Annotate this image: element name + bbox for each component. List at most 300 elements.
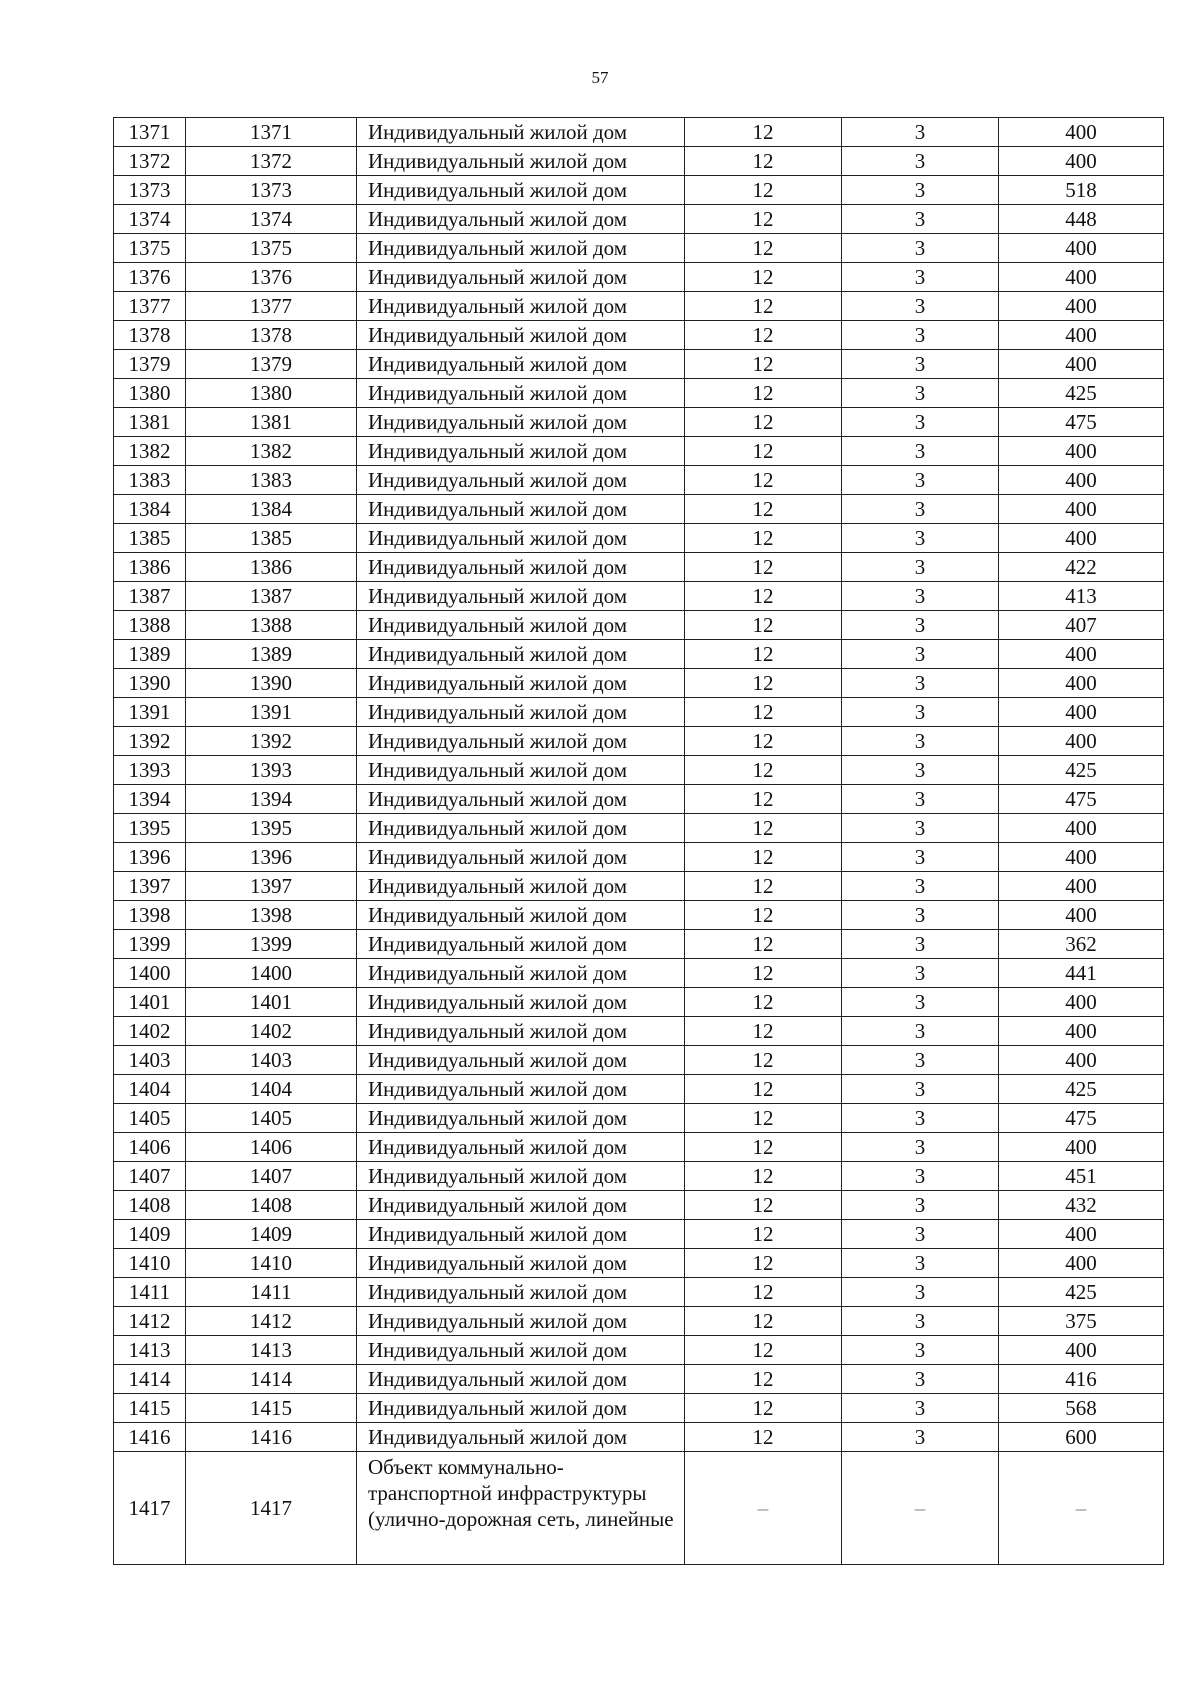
cell-row-number: 1404 <box>114 1075 186 1104</box>
cell-height: 12 <box>685 350 842 379</box>
cell-object-type: Индивидуальный жилой дом <box>357 988 685 1017</box>
cell-plot-number: 1406 <box>186 1133 357 1162</box>
cell-height: 12 <box>685 1046 842 1075</box>
cell-floors: 3 <box>842 234 999 263</box>
cell-plot-number: 1402 <box>186 1017 357 1046</box>
table-row <box>114 814 1164 843</box>
cell-floors: 3 <box>842 1017 999 1046</box>
table-row <box>114 437 1164 466</box>
cell-area: 400 <box>999 1017 1164 1046</box>
table-row <box>114 524 1164 553</box>
cell-floors: 3 <box>842 756 999 785</box>
table-row <box>114 263 1164 292</box>
cell-row-number: 1393 <box>114 756 186 785</box>
cell-plot-number: 1377 <box>186 292 357 321</box>
cell-object-type: Индивидуальный жилой дом <box>357 1104 685 1133</box>
table-row <box>114 611 1164 640</box>
cell-object-type: Индивидуальный жилой дом <box>357 147 685 176</box>
cell-row-number: 1390 <box>114 669 186 698</box>
cell-area: 400 <box>999 437 1164 466</box>
cell-plot-number: 1397 <box>186 872 357 901</box>
cell-plot-number: 1413 <box>186 1336 357 1365</box>
cell-row-number: 1397 <box>114 872 186 901</box>
cell-row-number: 1405 <box>114 1104 186 1133</box>
table-row <box>114 495 1164 524</box>
cell-floors: 3 <box>842 727 999 756</box>
cell-floors: 3 <box>842 698 999 727</box>
cell-area: 400 <box>999 466 1164 495</box>
cell-floors: 3 <box>842 1075 999 1104</box>
cell-area: 422 <box>999 553 1164 582</box>
cell-row-number: 1391 <box>114 698 186 727</box>
cell-area: 400 <box>999 1249 1164 1278</box>
cell-area: 400 <box>999 1046 1164 1075</box>
cell-height: 12 <box>685 988 842 1017</box>
cell-object-type: Индивидуальный жилой дом <box>357 1423 685 1452</box>
cell-height: 12 <box>685 698 842 727</box>
cell-plot-number: 1411 <box>186 1278 357 1307</box>
cell-row-number: 1401 <box>114 988 186 1017</box>
cell-object-type: Индивидуальный жилой дом <box>357 118 685 147</box>
cell-height: 12 <box>685 466 842 495</box>
cell-height: 12 <box>685 582 842 611</box>
cell-object-type: Индивидуальный жилой дом <box>357 495 685 524</box>
cell-row-number: 1403 <box>114 1046 186 1075</box>
cell-object-type: Индивидуальный жилой дом <box>357 1249 685 1278</box>
cell-area: 400 <box>999 147 1164 176</box>
cell-row-number: 1414 <box>114 1365 186 1394</box>
page-number: 57 <box>591 68 609 87</box>
cell-floors: 3 <box>842 466 999 495</box>
table-row <box>114 1336 1164 1365</box>
land-plots-table <box>113 117 1164 1565</box>
table-row <box>114 321 1164 350</box>
cell-height: 12 <box>685 553 842 582</box>
table-row <box>114 1423 1164 1452</box>
cell-row-number: 1409 <box>114 1220 186 1249</box>
cell-height: 12 <box>685 176 842 205</box>
cell-floors: 3 <box>842 553 999 582</box>
cell-row-number: 1372 <box>114 147 186 176</box>
cell-floors: 3 <box>842 1365 999 1394</box>
cell-row-number: 1415 <box>114 1394 186 1423</box>
cell-plot-number: 1394 <box>186 785 357 814</box>
cell-area: 448 <box>999 205 1164 234</box>
cell-plot-number: 1398 <box>186 901 357 930</box>
cell-height: 12 <box>685 1220 842 1249</box>
cell-row-number: 1382 <box>114 437 186 466</box>
table-row <box>114 1191 1164 1220</box>
cell-floors: 3 <box>842 669 999 698</box>
cell-object-type: Индивидуальный жилой дом <box>357 176 685 205</box>
cell-floors: 3 <box>842 1104 999 1133</box>
cell-row-number: 1377 <box>114 292 186 321</box>
cell-plot-number: 1399 <box>186 930 357 959</box>
cell-plot-number: 1387 <box>186 582 357 611</box>
cell-object-type: Индивидуальный жилой дом <box>357 408 685 437</box>
cell-row-number: 1392 <box>114 727 186 756</box>
cell-floors: 3 <box>842 1191 999 1220</box>
cell-floors: 3 <box>842 147 999 176</box>
cell-area: 475 <box>999 1104 1164 1133</box>
cell-height: 12 <box>685 1191 842 1220</box>
cell-floors: 3 <box>842 321 999 350</box>
cell-object-type: Индивидуальный жилой дом <box>357 205 685 234</box>
table-row <box>114 756 1164 785</box>
cell-row-number: 1396 <box>114 843 186 872</box>
cell-height: 12 <box>685 785 842 814</box>
table-row <box>114 1278 1164 1307</box>
table-row <box>114 901 1164 930</box>
table-row <box>114 930 1164 959</box>
cell-row-number: 1388 <box>114 611 186 640</box>
cell-height: 12 <box>685 930 842 959</box>
cell-row-number: 1389 <box>114 640 186 669</box>
cell-object-type: Индивидуальный жилой дом <box>357 263 685 292</box>
cell-plot-number: 1388 <box>186 611 357 640</box>
cell-height: 12 <box>685 959 842 988</box>
cell-row-number: 1374 <box>114 205 186 234</box>
table-row <box>114 1220 1164 1249</box>
cell-row-number: 1416 <box>114 1423 186 1452</box>
cell-plot-number: 1415 <box>186 1394 357 1423</box>
table-row <box>114 1133 1164 1162</box>
cell-plot-number: 1374 <box>186 205 357 234</box>
cell-area: 362 <box>999 930 1164 959</box>
cell-object-type: Индивидуальный жилой дом <box>357 814 685 843</box>
cell-height: 12 <box>685 814 842 843</box>
cell-object-type: Индивидуальный жилой дом <box>357 1162 685 1191</box>
cell-floors: 3 <box>842 379 999 408</box>
cell-height: 12 <box>685 1162 842 1191</box>
cell-height: 12 <box>685 292 842 321</box>
cell-height: 12 <box>685 495 842 524</box>
cell-height: 12 <box>685 1365 842 1394</box>
cell-floors: 3 <box>842 1220 999 1249</box>
table-row <box>114 872 1164 901</box>
cell-object-type: Индивидуальный жилой дом <box>357 582 685 611</box>
cell-floors: 3 <box>842 843 999 872</box>
cell-row-number: 1398 <box>114 901 186 930</box>
cell-object-type: Индивидуальный жилой дом <box>357 727 685 756</box>
cell-row-number: 1385 <box>114 524 186 553</box>
cell-plot-number: 1412 <box>186 1307 357 1336</box>
table-row <box>114 1365 1164 1394</box>
cell-area: 400 <box>999 263 1164 292</box>
cell-area: 441 <box>999 959 1164 988</box>
cell-plot-number: 1417 <box>186 1452 357 1565</box>
cell-height: 12 <box>685 640 842 669</box>
table-row <box>114 379 1164 408</box>
cell-plot-number: 1416 <box>186 1423 357 1452</box>
cell-area: 400 <box>999 234 1164 263</box>
cell-floors: 3 <box>842 263 999 292</box>
cell-area: 400 <box>999 640 1164 669</box>
cell-floors: 3 <box>842 611 999 640</box>
cell-object-type: Индивидуальный жилой дом <box>357 611 685 640</box>
table-row <box>114 1249 1164 1278</box>
cell-object-type: Индивидуальный жилой дом <box>357 1336 685 1365</box>
cell-floors: 3 <box>842 1307 999 1336</box>
cell-plot-number: 1382 <box>186 437 357 466</box>
cell-height: 12 <box>685 263 842 292</box>
cell-height: 12 <box>685 321 842 350</box>
cell-height: 12 <box>685 843 842 872</box>
cell-height: 12 <box>685 611 842 640</box>
cell-floors: 3 <box>842 1046 999 1075</box>
cell-height: 12 <box>685 901 842 930</box>
cell-area: 416 <box>999 1365 1164 1394</box>
cell-plot-number: 1376 <box>186 263 357 292</box>
cell-area: 432 <box>999 1191 1164 1220</box>
table-row <box>114 176 1164 205</box>
cell-height: 12 <box>685 1394 842 1423</box>
cell-height: 12 <box>685 524 842 553</box>
cell-area: 400 <box>999 350 1164 379</box>
cell-plot-number: 1381 <box>186 408 357 437</box>
cell-row-number: 1371 <box>114 118 186 147</box>
cell-object-type: Индивидуальный жилой дом <box>357 756 685 785</box>
table-row <box>114 205 1164 234</box>
cell-object-type: Индивидуальный жилой дом <box>357 1017 685 1046</box>
cell-object-type: Индивидуальный жилой дом <box>357 901 685 930</box>
cell-row-number: 1379 <box>114 350 186 379</box>
cell-row-number: 1381 <box>114 408 186 437</box>
cell-height: 12 <box>685 1336 842 1365</box>
cell-object-type: Индивидуальный жилой дом <box>357 1133 685 1162</box>
cell-height: 12 <box>685 669 842 698</box>
cell-row-number: 1407 <box>114 1162 186 1191</box>
cell-height: 12 <box>685 1278 842 1307</box>
cell-plot-number: 1410 <box>186 1249 357 1278</box>
cell-plot-number: 1389 <box>186 640 357 669</box>
cell-plot-number: 1391 <box>186 698 357 727</box>
cell-plot-number: 1373 <box>186 176 357 205</box>
cell-height: 12 <box>685 1249 842 1278</box>
cell-area: 600 <box>999 1423 1164 1452</box>
cell-height: 12 <box>685 234 842 263</box>
cell-object-type: Индивидуальный жилой дом <box>357 553 685 582</box>
cell-object-type: Индивидуальный жилой дом <box>357 350 685 379</box>
cell-plot-number: 1379 <box>186 350 357 379</box>
cell-plot-number: 1384 <box>186 495 357 524</box>
cell-row-number: 1411 <box>114 1278 186 1307</box>
table-row <box>114 959 1164 988</box>
cell-object-type: Индивидуальный жилой дом <box>357 698 685 727</box>
cell-area: 400 <box>999 1336 1164 1365</box>
cell-area: 400 <box>999 988 1164 1017</box>
cell-row-number: 1417 <box>114 1452 186 1565</box>
cell-object-type: Индивидуальный жилой дом <box>357 872 685 901</box>
cell-area: 451 <box>999 1162 1164 1191</box>
cell-height: – <box>685 1452 842 1565</box>
cell-object-type: Индивидуальный жилой дом <box>357 1365 685 1394</box>
cell-floors: 3 <box>842 582 999 611</box>
cell-floors: 3 <box>842 1278 999 1307</box>
cell-object-type: Индивидуальный жилой дом <box>357 1220 685 1249</box>
cell-row-number: 1412 <box>114 1307 186 1336</box>
cell-area: 400 <box>999 669 1164 698</box>
cell-plot-number: 1408 <box>186 1191 357 1220</box>
cell-plot-number: 1383 <box>186 466 357 495</box>
cell-height: 12 <box>685 1017 842 1046</box>
cell-floors: 3 <box>842 1336 999 1365</box>
table-row <box>114 582 1164 611</box>
cell-floors: 3 <box>842 205 999 234</box>
cell-plot-number: 1392 <box>186 727 357 756</box>
cell-floors: 3 <box>842 1423 999 1452</box>
cell-object-type: Индивидуальный жилой дом <box>357 1307 685 1336</box>
cell-area: 413 <box>999 582 1164 611</box>
cell-plot-number: 1414 <box>186 1365 357 1394</box>
cell-plot-number: 1407 <box>186 1162 357 1191</box>
table-row <box>114 292 1164 321</box>
cell-plot-number: 1405 <box>186 1104 357 1133</box>
cell-row-number: 1413 <box>114 1336 186 1365</box>
cell-plot-number: 1404 <box>186 1075 357 1104</box>
table-row <box>114 147 1164 176</box>
cell-plot-number: 1396 <box>186 843 357 872</box>
cell-floors: 3 <box>842 118 999 147</box>
cell-row-number: 1400 <box>114 959 186 988</box>
cell-floors: 3 <box>842 785 999 814</box>
table-row <box>114 118 1164 147</box>
cell-floors: 3 <box>842 930 999 959</box>
cell-floors: 3 <box>842 1162 999 1191</box>
cell-floors: 3 <box>842 176 999 205</box>
cell-row-number: 1376 <box>114 263 186 292</box>
cell-object-type: Индивидуальный жилой дом <box>357 379 685 408</box>
cell-floors: 3 <box>842 959 999 988</box>
cell-object-type: Индивидуальный жилой дом <box>357 1075 685 1104</box>
cell-height: 12 <box>685 1307 842 1336</box>
cell-plot-number: 1371 <box>186 118 357 147</box>
cell-area: 518 <box>999 176 1164 205</box>
cell-object-type: Объект коммунально-транспортной инфраструктуры (улично-дорожная сеть, линейные <box>357 1452 685 1565</box>
cell-plot-number: 1385 <box>186 524 357 553</box>
cell-floors: 3 <box>842 292 999 321</box>
cell-area: 375 <box>999 1307 1164 1336</box>
cell-row-number: 1373 <box>114 176 186 205</box>
cell-object-type: Индивидуальный жилой дом <box>357 437 685 466</box>
table-row <box>114 640 1164 669</box>
cell-floors: 3 <box>842 408 999 437</box>
cell-floors: 3 <box>842 437 999 466</box>
table-row <box>114 350 1164 379</box>
table-row <box>114 669 1164 698</box>
cell-row-number: 1408 <box>114 1191 186 1220</box>
cell-area: 475 <box>999 408 1164 437</box>
cell-row-number: 1386 <box>114 553 186 582</box>
cell-height: 12 <box>685 147 842 176</box>
cell-floors: 3 <box>842 350 999 379</box>
cell-height: 12 <box>685 1423 842 1452</box>
cell-floors: 3 <box>842 901 999 930</box>
table-row <box>114 1075 1164 1104</box>
cell-row-number: 1406 <box>114 1133 186 1162</box>
cell-area: 425 <box>999 1075 1164 1104</box>
cell-row-number: 1394 <box>114 785 186 814</box>
cell-area: 407 <box>999 611 1164 640</box>
cell-plot-number: 1380 <box>186 379 357 408</box>
cell-object-type: Индивидуальный жилой дом <box>357 234 685 263</box>
cell-area: – <box>999 1452 1164 1565</box>
cell-plot-number: 1372 <box>186 147 357 176</box>
cell-area: 425 <box>999 1278 1164 1307</box>
cell-area: 400 <box>999 698 1164 727</box>
cell-plot-number: 1390 <box>186 669 357 698</box>
cell-height: 12 <box>685 1075 842 1104</box>
cell-object-type: Индивидуальный жилой дом <box>357 640 685 669</box>
cell-area: 400 <box>999 814 1164 843</box>
cell-area: 425 <box>999 379 1164 408</box>
table-row <box>114 1452 1164 1565</box>
cell-area: 400 <box>999 843 1164 872</box>
cell-height: 12 <box>685 205 842 234</box>
cell-row-number: 1383 <box>114 466 186 495</box>
cell-height: 12 <box>685 379 842 408</box>
table-row <box>114 988 1164 1017</box>
cell-floors: 3 <box>842 524 999 553</box>
cell-object-type: Индивидуальный жилой дом <box>357 930 685 959</box>
table-row <box>114 1394 1164 1423</box>
cell-height: 12 <box>685 727 842 756</box>
table-row <box>114 785 1164 814</box>
cell-object-type: Индивидуальный жилой дом <box>357 1278 685 1307</box>
cell-object-type: Индивидуальный жилой дом <box>357 524 685 553</box>
cell-row-number: 1380 <box>114 379 186 408</box>
cell-object-type: Индивидуальный жилой дом <box>357 843 685 872</box>
table-row <box>114 698 1164 727</box>
cell-height: 12 <box>685 756 842 785</box>
table-row <box>114 1017 1164 1046</box>
cell-plot-number: 1378 <box>186 321 357 350</box>
cell-plot-number: 1386 <box>186 553 357 582</box>
table-row <box>114 1104 1164 1133</box>
cell-object-type: Индивидуальный жилой дом <box>357 1191 685 1220</box>
table-row <box>114 466 1164 495</box>
cell-plot-number: 1400 <box>186 959 357 988</box>
cell-area: 568 <box>999 1394 1164 1423</box>
cell-row-number: 1387 <box>114 582 186 611</box>
cell-area: 425 <box>999 756 1164 785</box>
table-row <box>114 727 1164 756</box>
cell-plot-number: 1403 <box>186 1046 357 1075</box>
cell-area: 400 <box>999 1220 1164 1249</box>
cell-plot-number: 1409 <box>186 1220 357 1249</box>
cell-floors: 3 <box>842 1249 999 1278</box>
cell-floors: – <box>842 1452 999 1565</box>
table-row <box>114 234 1164 263</box>
cell-area: 400 <box>999 118 1164 147</box>
cell-floors: 3 <box>842 1133 999 1162</box>
cell-object-type: Индивидуальный жилой дом <box>357 292 685 321</box>
table-row <box>114 1162 1164 1191</box>
cell-area: 400 <box>999 901 1164 930</box>
cell-height: 12 <box>685 1104 842 1133</box>
cell-row-number: 1384 <box>114 495 186 524</box>
cell-area: 400 <box>999 727 1164 756</box>
cell-area: 400 <box>999 872 1164 901</box>
cell-row-number: 1378 <box>114 321 186 350</box>
cell-floors: 3 <box>842 1394 999 1423</box>
cell-row-number: 1402 <box>114 1017 186 1046</box>
cell-object-type: Индивидуальный жилой дом <box>357 1394 685 1423</box>
table-row <box>114 843 1164 872</box>
cell-row-number: 1410 <box>114 1249 186 1278</box>
cell-plot-number: 1393 <box>186 756 357 785</box>
cell-area: 400 <box>999 495 1164 524</box>
